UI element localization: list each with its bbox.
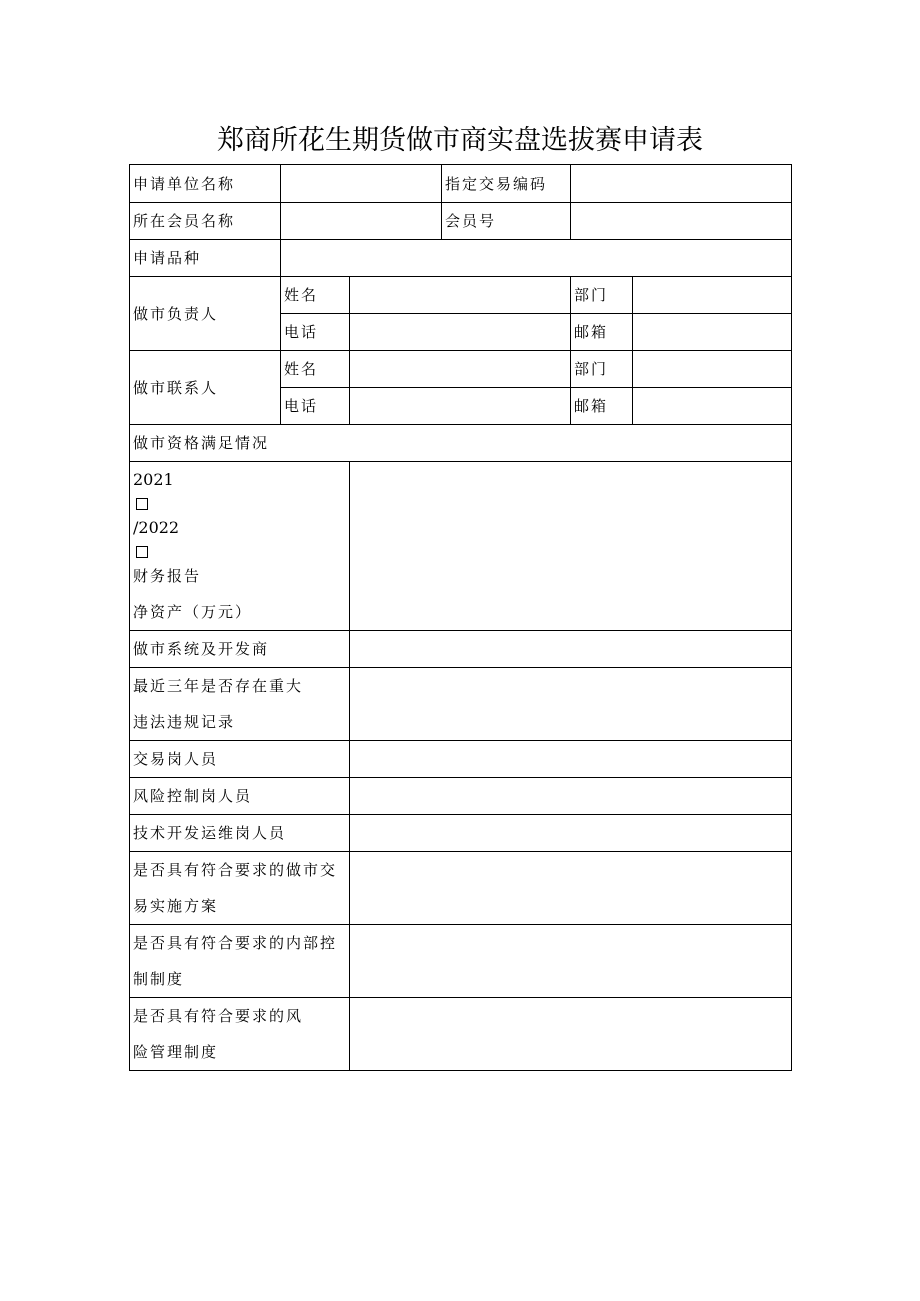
field-mm-contact-dept[interactable] — [633, 351, 792, 388]
field-trade-code[interactable] — [571, 165, 792, 203]
row-mm-head-1 — [130, 277, 792, 314]
row-internal-control — [130, 925, 792, 998]
label-product: 申请品种 — [130, 240, 281, 277]
row-violations — [130, 668, 792, 741]
violations-line-1: 最近三年是否存在重大 — [133, 677, 304, 695]
field-member-name[interactable] — [281, 203, 442, 240]
label-risk-staff: 风险控制岗人员 — [130, 778, 350, 815]
label-mm-contact: 做市联系人 — [130, 351, 281, 425]
label-violations — [130, 668, 350, 741]
label-risk-mgmt — [130, 998, 350, 1071]
checkbox-2022[interactable] — [136, 546, 148, 558]
risk-mgmt-line-2: 险管理制度 — [133, 1043, 219, 1061]
label-trading-staff: 交易岗人员 — [130, 741, 350, 778]
finance-report-label: 财务报告 — [133, 567, 202, 585]
field-system[interactable] — [350, 631, 792, 668]
field-mm-head-dept[interactable] — [633, 277, 792, 314]
row-product — [130, 240, 792, 277]
checkbox-2021[interactable] — [136, 498, 148, 510]
label-tech-staff: 技术开发运维岗人员 — [130, 815, 350, 852]
plan-line-2: 易实施方案 — [133, 897, 219, 915]
field-mm-head-name[interactable] — [350, 277, 571, 314]
finance-line-1 — [133, 462, 349, 594]
row-member-name — [130, 203, 792, 240]
field-risk-staff[interactable] — [350, 778, 792, 815]
field-mm-contact-name[interactable] — [350, 351, 571, 388]
label-plan — [130, 852, 350, 925]
row-trading-staff — [130, 741, 792, 778]
field-risk-mgmt[interactable] — [350, 998, 792, 1071]
field-applicant-unit[interactable] — [281, 165, 442, 203]
plan-line-1: 是否具有符合要求的做市交 — [133, 861, 338, 879]
row-risk-mgmt — [130, 998, 792, 1071]
label-system: 做市系统及开发商 — [130, 631, 350, 668]
field-finance[interactable] — [350, 462, 792, 631]
label-member-name: 所在会员名称 — [130, 203, 281, 240]
row-system — [130, 631, 792, 668]
field-mm-head-phone[interactable] — [350, 314, 571, 351]
label-mm-contact-name: 姓名 — [281, 351, 350, 388]
row-finance — [130, 462, 792, 631]
label-mm-head-email: 邮箱 — [571, 314, 633, 351]
label-mm-contact-phone: 电话 — [281, 388, 350, 425]
label-finance — [130, 462, 350, 631]
row-applicant-unit — [130, 165, 792, 203]
label-mm-head-name: 姓名 — [281, 277, 350, 314]
violations-line-2: 违法违规记录 — [133, 713, 236, 731]
row-qualification — [130, 425, 792, 462]
label-mm-head-phone: 电话 — [281, 314, 350, 351]
field-mm-head-email[interactable] — [633, 314, 792, 351]
field-internal-control[interactable] — [350, 925, 792, 998]
application-form-table — [129, 164, 792, 1071]
label-trade-code: 指定交易编码 — [442, 165, 571, 203]
field-violations[interactable] — [350, 668, 792, 741]
field-product[interactable] — [281, 240, 792, 277]
label-member-no: 会员号 — [442, 203, 571, 240]
field-mm-contact-phone[interactable] — [350, 388, 571, 425]
finance-year-2022: /2022 — [133, 518, 180, 537]
label-applicant-unit: 申请单位名称 — [130, 165, 281, 203]
row-tech-staff — [130, 815, 792, 852]
row-plan — [130, 852, 792, 925]
label-mm-head-dept: 部门 — [571, 277, 633, 314]
label-mm-contact-dept: 部门 — [571, 351, 633, 388]
label-mm-contact-email: 邮箱 — [571, 388, 633, 425]
field-tech-staff[interactable] — [350, 815, 792, 852]
row-risk-staff — [130, 778, 792, 815]
internal-control-line-1: 是否具有符合要求的内部控 — [133, 934, 338, 952]
field-member-no[interactable] — [571, 203, 792, 240]
field-trading-staff[interactable] — [350, 741, 792, 778]
label-internal-control — [130, 925, 350, 998]
finance-year-2021: 2021 — [133, 470, 174, 489]
label-mm-head: 做市负责人 — [130, 277, 281, 351]
internal-control-line-2: 制制度 — [133, 970, 185, 988]
finance-line-2: 净资产（万元） — [133, 603, 253, 621]
field-mm-contact-email[interactable] — [633, 388, 792, 425]
field-plan[interactable] — [350, 852, 792, 925]
form-title: 郑商所花生期货做市商实盘选拔赛申请表 — [217, 125, 703, 156]
label-qualification: 做市资格满足情况 — [130, 425, 792, 462]
row-mm-contact-1 — [130, 351, 792, 388]
risk-mgmt-line-1: 是否具有符合要求的风 — [133, 1007, 304, 1025]
